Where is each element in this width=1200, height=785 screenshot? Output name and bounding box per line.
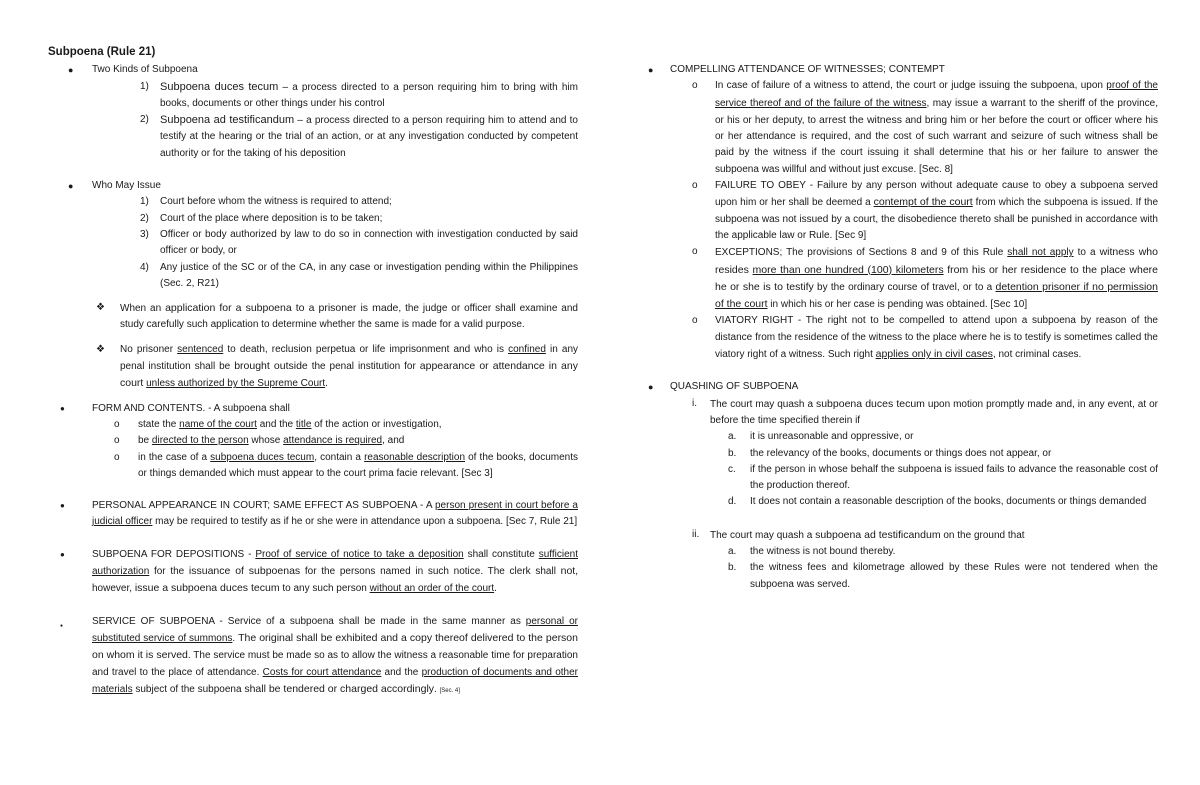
text-run: the penal institution for: [307, 361, 420, 373]
section-quashing: [648, 379, 1158, 395]
section-heading: COMPELLING ATTENDANCE OF WITNESSES; CONTEMPT: [670, 64, 945, 75]
circle-bullet-icon: o: [692, 180, 698, 192]
underlined-text: unless authorized by the Supreme Court: [146, 378, 326, 390]
section-heading: QUASHING OF SUBPOENA: [670, 381, 799, 393]
text-run: of the action or investigation,: [311, 418, 442, 430]
list-item: [48, 79, 578, 113]
section-heading: SERVICE OF SUBPOENA: [92, 615, 215, 627]
bullet-icon: ●: [648, 65, 654, 75]
circle-bullet-icon: o: [114, 435, 120, 447]
term: Subpoena duces tecum: [160, 80, 279, 93]
item-letter: b.: [728, 562, 737, 574]
list-item: [648, 244, 1158, 313]
text-run: , not criminal cases.: [992, 349, 1082, 361]
text-run: to a: [1073, 247, 1100, 259]
list-item: [648, 527, 1158, 544]
underlined-text: title: [295, 418, 312, 430]
text-run: - A: [417, 500, 435, 512]
text-run: shall constitute: [463, 548, 539, 560]
item-text: the witness is not bound thereby.: [750, 546, 896, 558]
text-run: .: [494, 583, 497, 595]
list-item: [648, 178, 1158, 244]
text-run: be: [138, 435, 152, 447]
text-run: whose: [248, 435, 284, 447]
underlined-text: detention prisoner if no permission of the court: [715, 280, 1158, 311]
section-two-kinds: [48, 62, 578, 78]
item-letter: b.: [728, 447, 737, 459]
item-number: 4): [140, 261, 149, 273]
underlined-text: sentenced: [177, 343, 224, 355]
text-run: -: [244, 548, 256, 560]
text-run: for the: [149, 566, 189, 578]
text-run: , however,: [92, 566, 579, 595]
item-number: 3): [140, 228, 149, 240]
text-run: and the: [381, 666, 422, 678]
bullet-icon: ●: [68, 65, 74, 76]
item-letter: a.: [728, 546, 737, 558]
item-letter: a.: [728, 431, 737, 443]
item-letter: d.: [728, 496, 737, 508]
item-number: 2): [140, 212, 149, 224]
text-run: The court may quash a: [710, 398, 816, 410]
text-run: and the: [256, 418, 296, 430]
underlined-text: Proof of service of notice to take a deposition: [255, 548, 464, 560]
diamond-bullet-icon: ❖: [96, 343, 105, 355]
circle-bullet-icon: o: [114, 451, 120, 463]
list-item: [48, 211, 578, 227]
item-text: Court of the place where deposition is to be taken;: [160, 212, 383, 224]
text-run: from which the subpoena is issued. If the subpoena was not issued by a court, the disobedience thereto shall be punished in accordance with the applicable law or Rule. [Sec 9]: [715, 197, 1159, 241]
item-text: – a process directed to a person requiring him to bring with him books, documents or other things under his control: [160, 81, 578, 109]
text-run: may be required to testify as if he or she were in attendance upon a subpoena. [Sec 7, Rule 21]: [152, 516, 578, 528]
diamond-bullet-icon: ❖: [96, 302, 105, 314]
list-item: [648, 429, 1158, 445]
underlined-text: personal or substituted service of summons: [92, 615, 579, 644]
item-text: Any justice of the SC or of the CA, in any case or investigation pending within the Philippines (Sec. 2, R21): [160, 261, 578, 289]
text-run: application for a subpoena to a prisoner is made: [165, 302, 399, 315]
text-run: The court may quash a: [710, 529, 816, 541]
section-compelling: [648, 62, 1158, 78]
list-item: [648, 78, 1158, 178]
no-prisoner-note: [48, 342, 578, 393]
text-run: in any penal institution shall be: [120, 343, 579, 373]
text-run: .: [434, 683, 440, 695]
text-run: , contain a: [314, 451, 365, 463]
underlined-text: subpoena duces tecum: [210, 451, 315, 463]
text-run: and bring him or her before the court or officer where his or her attendance is required, and the cost of such warrant and seizure of such witness shall be paid by the witness if the court issuing it shall determine that his or her failure to answer the subpoena was willful and without just excuse. [Sec. 8]: [715, 114, 1158, 175]
underlined-text: directed to the person: [151, 435, 249, 447]
text-run: , the judge or officer shall examine and study carefully such application to determine whether the same is made for a valid purpose.: [120, 303, 578, 331]
circle-bullet-icon: o: [692, 80, 698, 92]
section-who-may-issue: [48, 178, 578, 194]
list-item: [648, 313, 1158, 363]
item-heading: VIATORY RIGHT: [715, 315, 794, 327]
text-run: to the sheriff of the province, or his or her deputy, to: [715, 97, 1158, 126]
text-run: from his or her residence to the place where he or she is to testify: [715, 263, 1159, 293]
bullet-icon: ●: [60, 622, 64, 629]
text-run: subject of the subpoena: [132, 683, 245, 695]
list-item: [48, 417, 578, 433]
text-run: on the ground that: [940, 529, 1025, 541]
item-text: the relevancy of the books, documents or things does not appear, or: [750, 447, 1052, 459]
underlined-text: Costs for court attendance: [262, 666, 382, 678]
text-run: upon motion promptly made and, in any event, at or before the time specified therein if: [710, 398, 1158, 426]
page-title: Subpoena (Rule 21): [48, 46, 156, 58]
list-item: [48, 433, 578, 449]
text-run: witness who resides: [715, 246, 1158, 276]
text-run: The provisions of Sections 8 and 9 of this Rule: [782, 247, 1008, 259]
text-run: shall be tendered or charged accordingly: [244, 682, 435, 695]
bullet-icon: ●: [648, 382, 654, 393]
text-run: The original shall be exhibited and a copy thereof delivered to the person on whom it is served: [92, 631, 578, 662]
underlined-text: without an order of the court: [369, 583, 495, 595]
list-item: [648, 396, 1158, 430]
text-run: for the persons named in such notice. The clerk shall: [300, 566, 561, 578]
bullet-icon: ●: [60, 501, 65, 511]
item-number: 1): [140, 80, 149, 92]
text-run: not: [560, 565, 576, 578]
list-item: [48, 450, 578, 483]
text-run: in which his or her case is pending was obtained. [Sec 10]: [767, 299, 1028, 311]
text-run: .: [325, 378, 328, 390]
bullet-icon: ●: [68, 181, 74, 192]
circle-bullet-icon: o: [692, 246, 698, 258]
bullet-icon: ●: [60, 403, 65, 413]
section-reference: [Sec. 4]: [439, 687, 460, 694]
underlined-text: proof of the service thereof and of the failure of the witness: [715, 80, 1158, 109]
term: Subpoena ad testificandum: [160, 114, 295, 127]
text-run: - Failure by any person without adequate cause to obey a subpoena served upon him or her shall be deemed a: [715, 180, 1158, 209]
item-text: Court before whom the witness is required to attend;: [160, 196, 392, 208]
underlined-text: shall not apply: [1007, 247, 1074, 259]
item-number: 2): [140, 114, 149, 126]
underlined-text: person present in court before a judicial officer: [92, 500, 578, 528]
text-run: issuance of subpoenas: [188, 565, 301, 578]
underlined-text: production of documents and other materials: [92, 666, 579, 695]
section-form-contents: [48, 401, 578, 417]
section-service: [48, 614, 578, 699]
list-item: [48, 227, 578, 260]
text-run: subpoena duces tecum: [815, 397, 925, 410]
underlined-text: reasonable description: [364, 451, 466, 463]
list-item: [48, 112, 578, 162]
underlined-text: attendance is required: [283, 435, 383, 447]
item-text: – a process directed to a person requiring him to attend and to testify at the hearing or the trial of an action, or at any investigation conducted by competent authority or for the taking of his deposition: [160, 115, 578, 159]
text-run: arrest the witness: [819, 113, 902, 126]
list-item: [648, 544, 1158, 560]
text-run: brought outside: [234, 360, 308, 373]
section-heading: Who May Issue: [92, 180, 161, 192]
section-depositions: [48, 547, 578, 598]
list-item: [648, 494, 1158, 510]
circle-bullet-icon: o: [692, 315, 698, 327]
text-run: No prisoner: [120, 343, 178, 355]
underlined-text: contempt of the court: [873, 196, 973, 209]
item-text: It does not contain a reasonable description of the books, documents or things demanded: [750, 496, 1147, 508]
left-column: [48, 44, 578, 699]
item-text: the witness fees and kilometrage allowed by these Rules were not tendered when the subpoena was served.: [750, 562, 1158, 590]
text-run: warrant: [990, 96, 1026, 109]
right-column: [648, 62, 1158, 593]
text-run: , and: [382, 435, 405, 447]
text-run: issue a subpoena duces tecum: [134, 582, 280, 595]
underlined-text: applies only in civil cases: [875, 348, 993, 361]
text-run: to death, reclusion perpetua or life imprisonment and who is: [223, 343, 509, 355]
text-run: to any such person: [279, 583, 370, 595]
prisoner-application-note: [48, 300, 578, 334]
underlined-text: name of the court: [179, 418, 257, 430]
section-heading: SUBPOENA FOR DEPOSITIONS: [92, 548, 245, 560]
text-run: subpoena ad testificandum: [815, 528, 941, 541]
item-number: i.: [692, 397, 697, 409]
item-heading: FAILURE TO OBEY: [715, 180, 806, 192]
text-run: of the books, documents or things demanded which must appear to the court prima facie relevant. [Sec 3]: [138, 451, 579, 479]
text-run: - The right not to be compelled to attend upon a subpoena by reason of the distance from the residence of the witness to the place where he is to testify is sometimes called the viatory right of a witness. Such right: [715, 315, 1158, 361]
item-text: if the person in whose behalf the subpoena is issued fails to advance the reasonable cost of the production thereof.: [750, 463, 1158, 492]
item-letter: c.: [728, 463, 736, 475]
section-heading: PERSONAL APPEARANCE IN COURT; SAME EFFECT AS SUBPOENA: [92, 500, 417, 512]
section-heading: Two Kinds of Subpoena: [92, 64, 198, 76]
circle-bullet-icon: o: [114, 418, 120, 430]
underlined-text: more than one hundred (100) kilometers: [752, 263, 944, 276]
text-run: appearance or attendance in any court: [120, 360, 578, 390]
list-item: [48, 260, 578, 293]
list-item: [648, 462, 1158, 495]
list-item: [48, 194, 578, 210]
item-heading: EXCEPTIONS;: [715, 247, 783, 259]
text-run: - Service of a subpoena shall be made in the same manner as: [214, 615, 526, 627]
text-run: - A subpoena shall: [205, 402, 290, 414]
section-heading: FORM AND CONTENTS.: [92, 402, 206, 414]
underlined-text: sufficient authorization: [92, 548, 579, 578]
text-run: . The service must be made so as to allow the witness a reasonable time for preparation and travel to the place of attendance.: [92, 650, 578, 678]
bullet-icon: ●: [60, 549, 65, 559]
text-run: by the ordinary course of travel, or to a: [813, 281, 996, 293]
text-run: In case of failure of a witness to attend, the court or judge issuing the subpoena, upon: [715, 80, 1107, 92]
text-run: in the case of a: [138, 451, 211, 463]
item-text: Officer or body authorized by law to do so in connection with investigation conducted by said officer or body, or: [160, 228, 578, 257]
item-number: 1): [140, 196, 149, 208]
text-run: .: [232, 632, 239, 644]
underlined-text: confined: [508, 343, 546, 355]
item-text: it is unreasonable and oppressive, or: [750, 431, 914, 443]
text-run: , may issue a: [926, 97, 991, 109]
list-item: [648, 560, 1158, 593]
text-run: When an: [120, 303, 166, 315]
text-run: state the: [138, 418, 180, 430]
section-personal-appearance: [48, 498, 578, 531]
item-number: ii.: [692, 528, 700, 540]
list-item: [648, 446, 1158, 462]
